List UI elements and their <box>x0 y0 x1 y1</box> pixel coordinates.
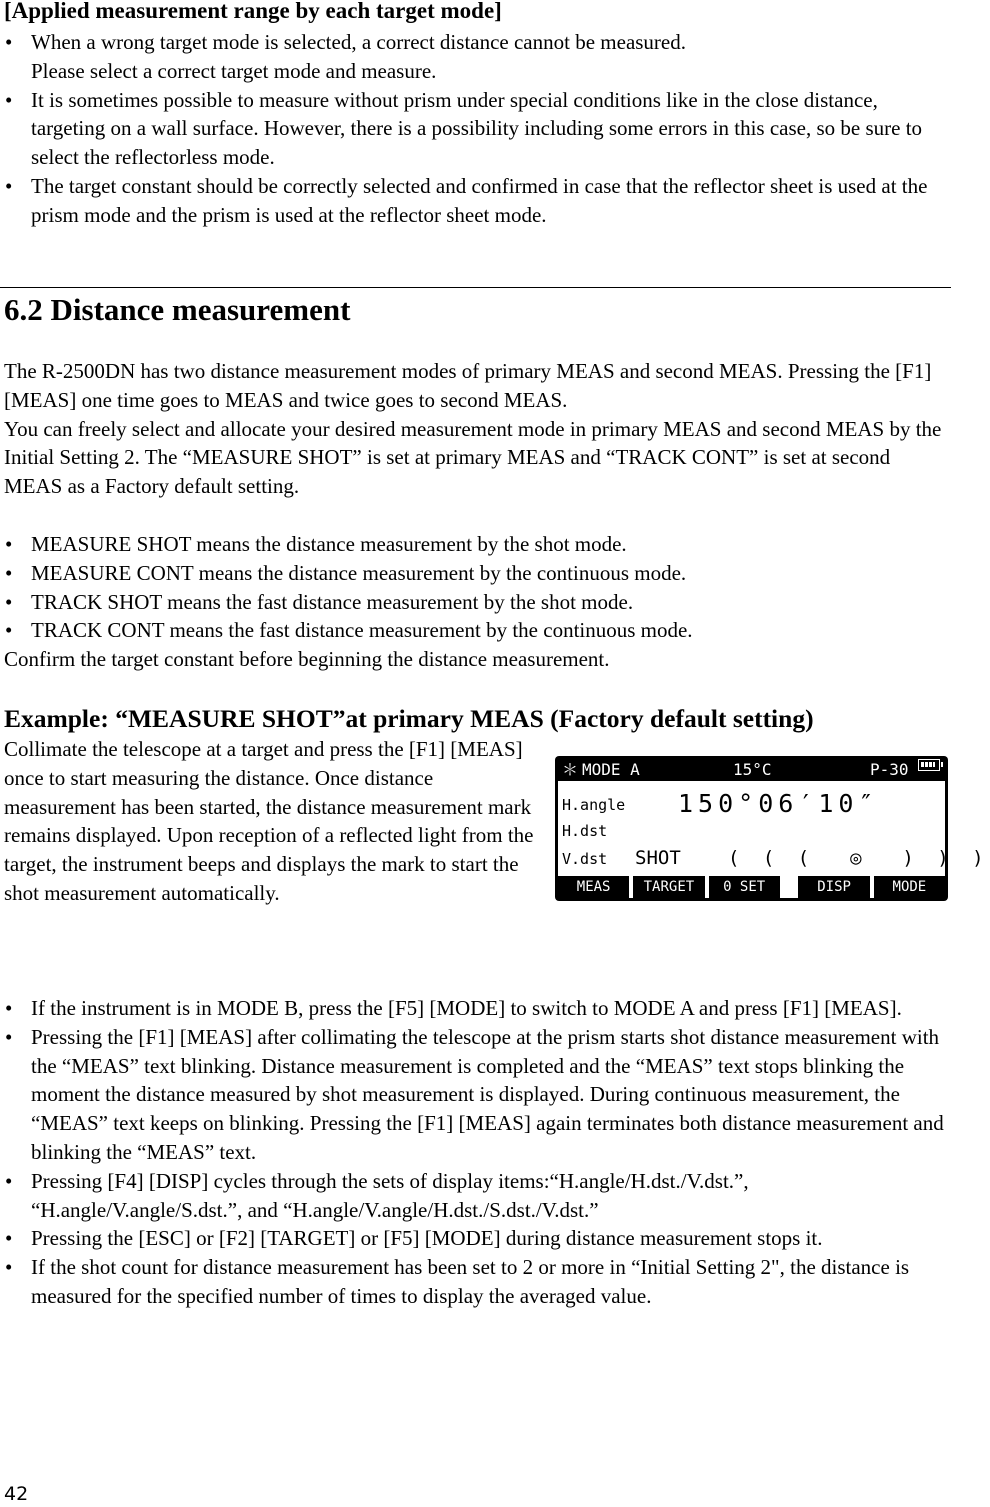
target-mark-icon: ( ( ( ◎ ) ) ) <box>728 847 990 869</box>
lcd-status-bar <box>558 759 945 781</box>
list-item: • It is sometimes possible to measure without prism under special conditions like in the close distance, targeting on a wall surface. However, there is a possibility including some errors in this case, so be sure to select the reflectorless mode. <box>5 87 923 170</box>
example-heading: Example: “MEASURE SHOT”at primary MEAS (Factory default setting) <box>4 704 814 733</box>
bullet-icon: • <box>5 560 13 585</box>
bullet-icon: • <box>5 87 13 112</box>
star-icon: ＊ <box>562 760 579 779</box>
confirm-line: Confirm the target constant before beginning the distance measurement. <box>4 647 610 671</box>
notes-list <box>0 994 945 1311</box>
bullet-icon: • <box>5 1226 13 1251</box>
battery-icon <box>918 759 940 771</box>
page-number: 42 <box>4 1483 29 1505</box>
example-text: Collimate the telescope at a target and press the [F1] [MEAS] once to start measuring the distance. Once distance measurement has been started, the distance measurement mark remains displayed. Upon reception of a reflected light from the target, the instrument beeps and displays the mark to start the shot measurement automatically. <box>4 737 534 905</box>
lcd-hangle-label: H.angle <box>562 796 626 814</box>
list-item: • When a wrong target mode is selected, a correct distance cannot be measured. Please select a correct target mode and measure. <box>5 30 686 83</box>
lcd-key-mode: MODE <box>874 876 945 898</box>
lcd-shot-label: SHOT <box>635 847 681 869</box>
lcd-vdst-label: V.dst <box>562 850 608 868</box>
applied-range-heading: [Applied measurement range by each target mode] <box>4 0 502 23</box>
applied-range-list <box>0 28 945 230</box>
list-item: • The target constant should be correctly selected and confirmed in case that the reflector sheet is used at the prism mode and the prism is used at the reflector sheet mode. <box>5 173 928 227</box>
list-item: • If the shot count for distance measurement has been set to 2 or more in “Initial Setting 2", the distance is measured for the specified number of times to display the averaged value. <box>5 1255 910 1308</box>
lcd-key-blank <box>784 876 795 898</box>
lcd-display <box>558 759 990 898</box>
bullet-icon: • <box>5 30 13 54</box>
bullet-icon: • <box>5 996 13 1020</box>
list-item: • If the instrument is in MODE B, press the [F5] [MODE] to switch to MODE A and press [F1] [MEAS]. <box>0 994 945 1023</box>
list-item: • TRACK SHOT means the fast distance measurement by the shot mode. <box>0 588 951 617</box>
list-item: • MEASURE SHOT means the distance measurement by the shot mode. <box>0 530 951 559</box>
lcd-prism-constant: P-30 <box>870 760 909 779</box>
section-title: 6.2 Distance measurement <box>4 292 351 327</box>
lcd-key-meas: MEAS <box>558 876 629 898</box>
lcd-hdst-label: H.dst <box>562 822 608 840</box>
list-item: • Pressing [F4] [DISP] cycles through the sets of display items:“H.angle/H.dst./V.dst.”, “H.angle/V.angle/S.dst.”, and “H.angle/V.angle/H.dst./S.dst./V.dst.” <box>5 1168 749 1222</box>
mode-list <box>0 530 951 645</box>
bullet-icon: • <box>5 1255 13 1280</box>
bullet-icon: • <box>5 1168 13 1193</box>
lcd-key-0set: 0 SET <box>709 876 780 898</box>
list-item: • TRACK CONT means the fast distance measurement by the continuous mode. <box>0 616 951 645</box>
bullet-icon: • <box>5 1024 13 1049</box>
list-item: • Pressing the [F1] [MEAS] after collimating the telescope at the prism starts shot distance measurement with the “MEAS” text blinking. Distance measurement is completed and the “MEAS” text stops blinking the moment the distance measured by shot measurement is displayed. During continuous measurement, the “MEAS” text keeps on blinking. Pressing the [F1] [MEAS] again terminates both distance measurement and blinking the “MEAS” text. <box>5 1024 944 1164</box>
bullet-icon: • <box>5 532 13 556</box>
bullet-icon: • <box>5 173 13 198</box>
section-divider <box>0 287 951 288</box>
lcd-key-target: TARGET <box>633 876 704 898</box>
bullet-icon: • <box>5 618 13 643</box>
list-item: • Pressing the [ESC] or [F2] [TARGET] or [F5] [MODE] during distance measurement stops it. <box>0 1224 945 1253</box>
bullet-icon: • <box>5 589 13 614</box>
lcd-key-disp: DISP <box>798 876 869 898</box>
list-item: • MEASURE CONT means the distance measurement by the continuous mode. <box>0 559 951 588</box>
lcd-mode: MODE A <box>582 760 640 779</box>
lcd-screen-illustration <box>555 756 990 901</box>
lcd-hangle-value: 150°06′10″ <box>678 789 879 818</box>
intro-paragraph: The R-2500DN has two distance measurement modes of primary MEAS and second MEAS. Pressing the [F1] [MEAS] one time goes to MEAS and twice goes to second MEAS. You can freely select and allocate your desired measurement mode in primary MEAS and second MEAS by the Initial Setting 2. The “MEASURE SHOT” is set at primary MEAS and “TRACK CONT” is set at second MEAS as a Factory default setting. <box>4 359 942 499</box>
lcd-temperature: 15°C <box>733 760 772 779</box>
lcd-softkey-bar <box>558 876 945 898</box>
